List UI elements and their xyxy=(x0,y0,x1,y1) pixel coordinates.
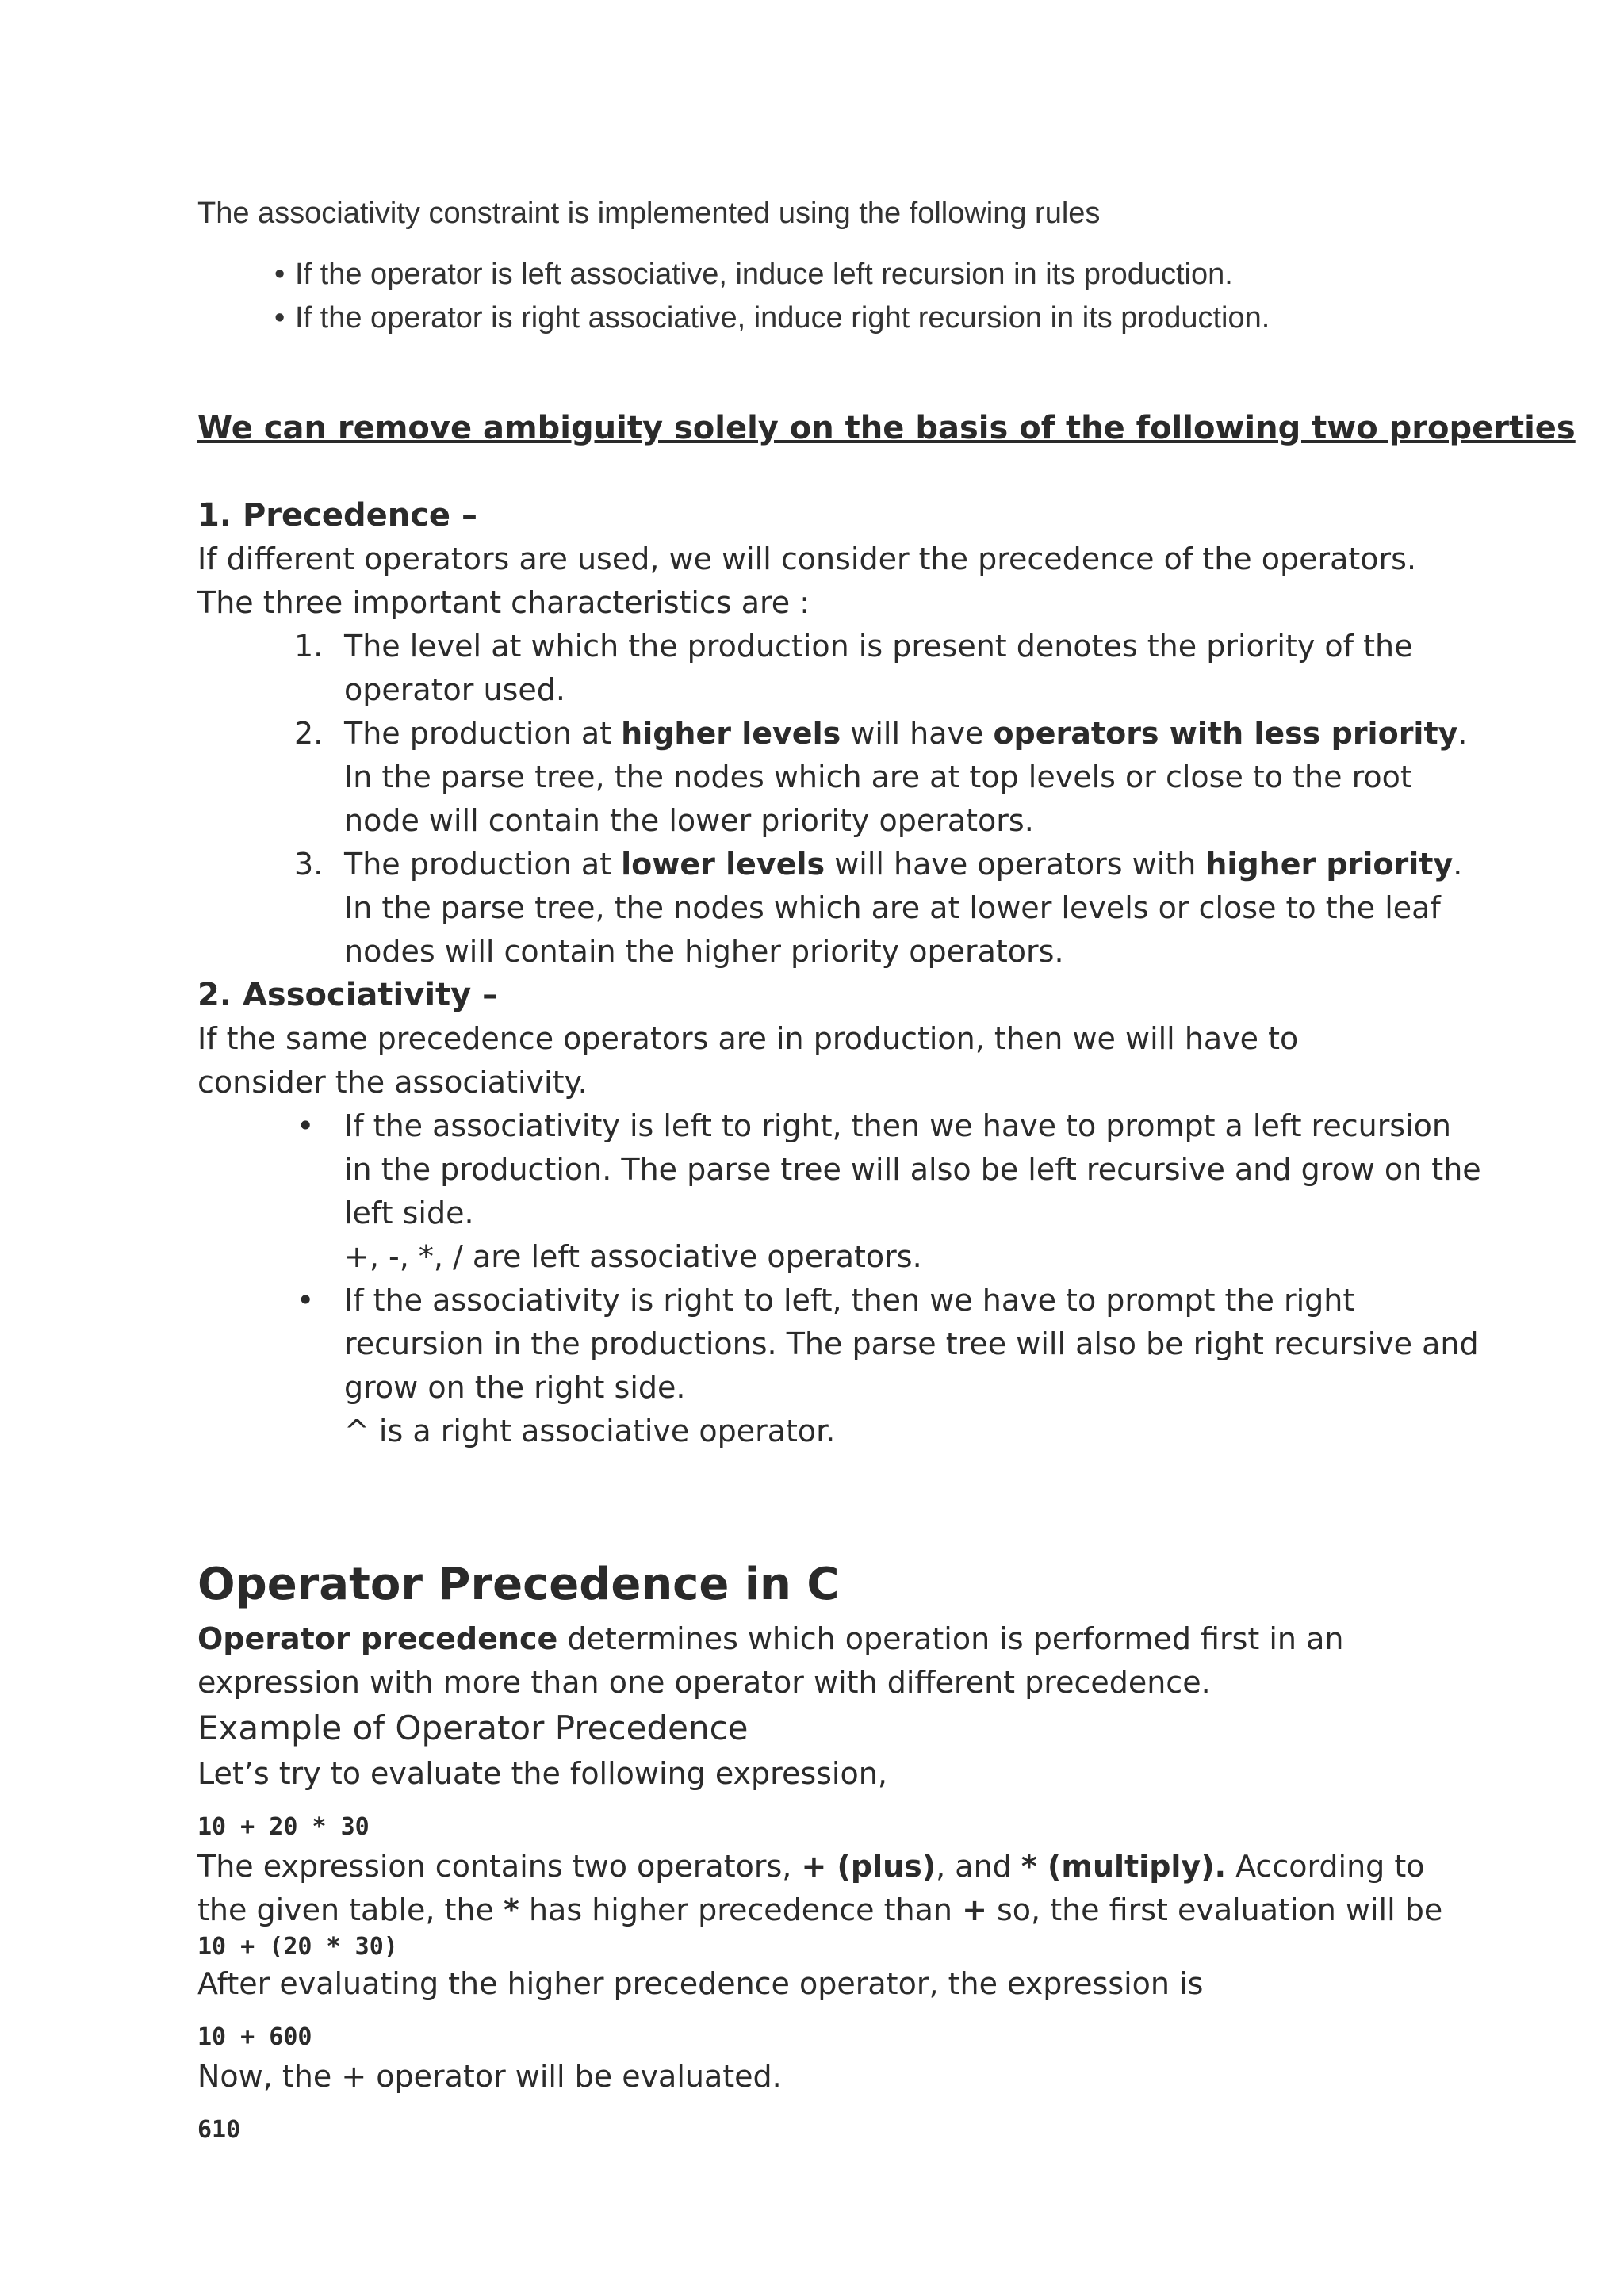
ambiguity-heading: We can remove ambiguity solely on the basis of the following two properties xyxy=(197,410,1576,446)
result-value: 610 xyxy=(197,2116,241,2144)
rule-left-associative: • If the operator is left associative, induce left recursion in its production. xyxy=(274,258,1233,291)
associativity-intro: The associativity constraint is implemented using the following rules xyxy=(197,197,1101,230)
list-item: 2. The production at higher levels will have operators with less priority. In the parse tree, the nodes which are at top levels or close to the root node will contain the lower priority operators. xyxy=(294,716,1468,838)
precedence-line1: If different operators are used, we will consider the precedence of the operators. xyxy=(197,541,1417,576)
now-text: Now, the + operator will be evaluated. xyxy=(197,2059,782,2094)
list-item: 1. The level at which the production is present denotes the priority of the operator used. xyxy=(294,629,1413,707)
definition-paragraph: Operator precedence determines which operation is performed first in an expression with more than one operator with different precedence. xyxy=(197,1621,1344,1700)
bullet: • xyxy=(274,258,285,291)
properties-section xyxy=(197,494,1481,1453)
precedence-heading: 1. Precedence – xyxy=(197,497,477,534)
bullet: • xyxy=(297,1283,315,1318)
example-heading: Example of Operator Precedence xyxy=(197,1709,749,1747)
precedence-line2: The three important characteristics are : xyxy=(197,585,810,620)
bullet: • xyxy=(297,1108,315,1143)
operator-precedence-section xyxy=(197,1617,1482,2148)
precedence-list xyxy=(197,625,1466,974)
bullet: • xyxy=(274,301,285,335)
try-text: Let’s try to evaluate the following expression, xyxy=(197,1756,887,1791)
associativity-intro-text: If the same precedence operators are in production, then we will have to consider the associativity. xyxy=(197,1021,1299,1100)
after-text: After evaluating the higher precedence operator, the expression is xyxy=(197,1966,1204,2001)
expression-2: 10 + (20 * 30) xyxy=(197,1933,398,1961)
contains-paragraph: The expression contains two operators, + (plus), and * (multiply). According to the given table, the * has higher precedence than + so, the first evaluation will be xyxy=(197,1849,1443,1927)
expression-3: 10 + 600 xyxy=(197,2023,312,2051)
associativity-list xyxy=(197,1104,1481,1453)
list-item: 3. The production at lower levels will have operators with higher priority. In the parse tree, the nodes which are at lower levels or close to the leaf nodes will contain the higher priority operators. xyxy=(294,847,1463,969)
list-item: • If the associativity is left to right, then we have to prompt a left recursion in the production. The parse tree will also be left recursive and grow on the left side. +, -, *, / are left associative operators. xyxy=(197,1104,1486,1279)
rule-right-associative: • If the operator is right associative, induce right recursion in its production. xyxy=(274,301,1270,335)
list-item: • If the associativity is right to left, then we have to prompt the right recursion in the productions. The parse tree will also be right recursive and grow on the right side. ^ is a right associative operator. xyxy=(197,1279,1486,1453)
associativity-heading: 2. Associativity – xyxy=(197,977,499,1013)
operator-precedence-title: Operator Precedence in C xyxy=(197,1559,840,1610)
expression-1: 10 + 20 * 30 xyxy=(197,1813,370,1841)
